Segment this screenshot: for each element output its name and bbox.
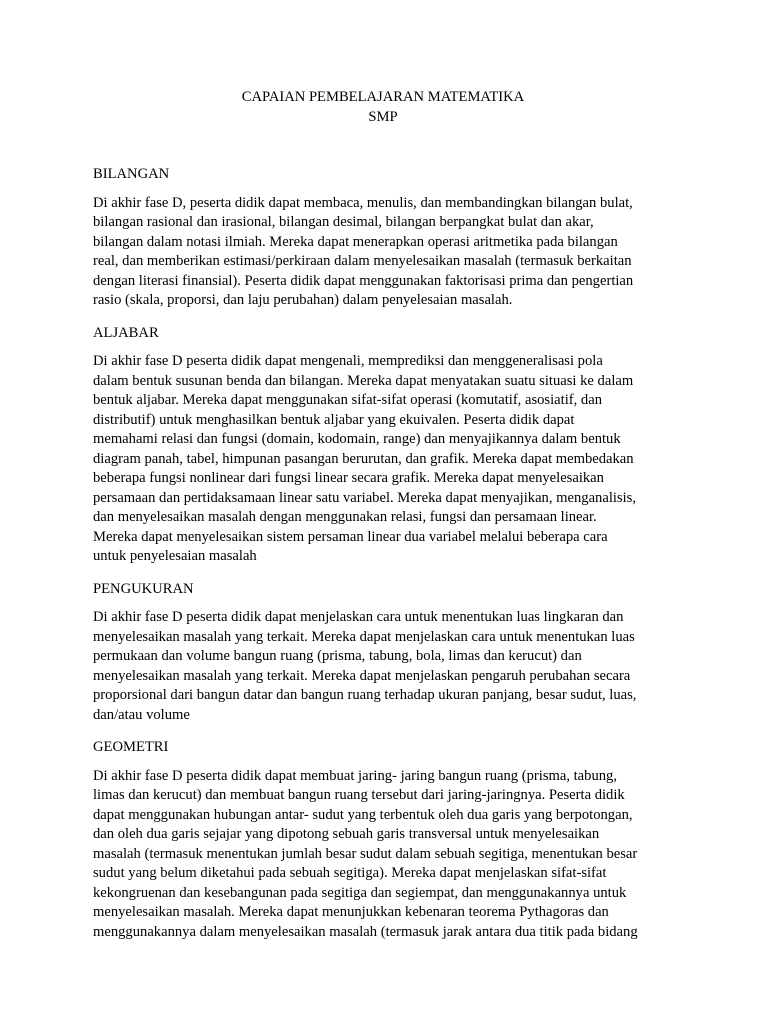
paragraph-line: memahami relasi dan fungsi (domain, kodomain, range) dan menyajikannya dalam bentuk [93,431,621,447]
paragraph-line: kekongruenan dan kesebangunan pada segitiga dan segiempat, dan menggunakannya untuk [93,884,627,901]
paragraph-line: dalam bentuk susunan benda dan bilangan. Mereka dapat menyatakan suatu situasi ke dalam [93,372,634,389]
section-pengukuran [93,580,673,726]
paragraph-line: proporsional dari bangun datar dan bangun ruang terhadap ukuran panjang, besar sudut, luas, [93,687,637,703]
section-heading-bilangan: BILANGAN [93,166,170,182]
paragraph-line: dan menyelesaikan masalah dengan menggunakan relasi, fungsi dan persamaan linear. [93,509,597,525]
section-geometri [93,738,673,942]
paragraph-line: dan/atau volume [93,706,190,723]
section-body-pengukuran [93,608,673,725]
paragraph-line: bentuk aljabar. Mereka dapat menggunakan sifat-sifat operasi (komutatif, asosiatif, dan [93,392,602,408]
paragraph-line: persamaan dan pertidaksamaan linear satu variabel. Mereka dapat menyajikan, menganalisis, [93,489,636,506]
section-heading-pengukuran: PENGUKURAN [93,580,194,597]
document-title [93,88,673,127]
section-body-geometri [93,767,673,943]
paragraph-line: menggunakannya dalam menyelesaikan masalah (termasuk jarak antara dua titik pada bidang [93,923,638,940]
paragraph-line: rasio (skala, proporsi, dan laju perubahan) dalam penyelesaian masalah. [93,292,513,308]
paragraph-line: dan oleh dua garis sejajar yang dipotong sebuah garis transversal untuk menyelesaikan [93,826,600,842]
paragraph-line: diagram panah, tabel, himpunan pasangan berurutan, dan grafik. Mereka dapat membedakan [93,450,634,467]
paragraph-line: untuk penyelesaian masalah [93,548,257,564]
paragraph-line: menyelesaikan masalah yang terkait. Mereka dapat menjelaskan cara untuk menentukan luas [93,628,635,645]
paragraph-line: dengan literasi finansial). Peserta didik dapat menggunakan faktorisasi prima dan pengertian [93,272,634,289]
paragraph-line: sudut yang belum diketahui pada sebuah segitiga). Mereka dapat menjelaskan sifat-sifat [93,865,607,881]
title-line-2: SMP [368,108,398,125]
section-heading-aljabar: ALJABAR [93,324,159,341]
paragraph-line: Mereka dapat menyelesaikan sistem persaman linear dua variabel melalui beberapa cara [93,528,608,545]
paragraph-line: limas dan kerucut) dan membuat bangun ruang tersebut dari jaring-jaringnya. Peserta didik [93,787,625,803]
document-page [93,88,673,955]
section-body-bilangan [93,194,673,311]
paragraph-line: masalah (termasuk menentukan jumlah besar sudut dalam sebuah segitiga, menentukan besar [93,845,638,862]
paragraph-line: bilangan rasional dan irasional, bilangan desimal, bilangan berpangkat bulat dan akar, [93,214,594,230]
paragraph-line: menyelesaikan masalah. Mereka dapat menunjukkan kebenaran teorema Pythagoras dan [93,904,609,920]
paragraph-line: Di akhir fase D peserta didik dapat mengenali, memprediksi dan menggeneralisasi pola [93,353,603,369]
paragraph-line: dapat menggunakan hubungan antar- sudut yang terbentuk oleh dua garis yang berpotongan, [93,806,633,823]
paragraph-line: Di akhir fase D, peserta didik dapat membaca, menulis, dan membandingkan bilangan bulat, [93,194,633,211]
section-bilangan [93,165,673,311]
paragraph-line: Di akhir fase D peserta didik dapat membuat jaring- jaring bangun ruang (prisma, tabung, [93,767,617,784]
paragraph-line: real, dan memberikan estimasi/perkiraan dalam menyelesaikan masalah (termasuk berkaitan [93,253,632,269]
paragraph-line: permukaan dan volume bangun ruang (prisma, tabung, bola, limas dan kerucut) dan [93,648,582,664]
paragraph-line: Di akhir fase D peserta didik dapat menjelaskan cara untuk menentukan luas lingkaran dan [93,609,624,625]
paragraph-line: bilangan dalam notasi ilmiah. Mereka dapat menerapkan operasi aritmetika pada bilangan [93,233,618,250]
paragraph-line: beberapa fungsi nonlinear dari fungsi linear secara grafik. Mereka dapat menyelesaikan [93,470,604,486]
title-line-1: CAPAIAN PEMBELAJARAN MATEMATIKA [241,89,525,105]
paragraph-line: distributif) untuk menghasilkan bentuk aljabar yang ekuivalen. Peserta didik dapat [93,411,575,428]
section-aljabar [93,324,673,567]
paragraph-line: menyelesaikan masalah yang terkait. Mereka dapat menjelaskan pengaruh perubahan secara [93,667,631,684]
section-body-aljabar [93,352,673,567]
section-heading-geometri: GEOMETRI [93,739,169,755]
